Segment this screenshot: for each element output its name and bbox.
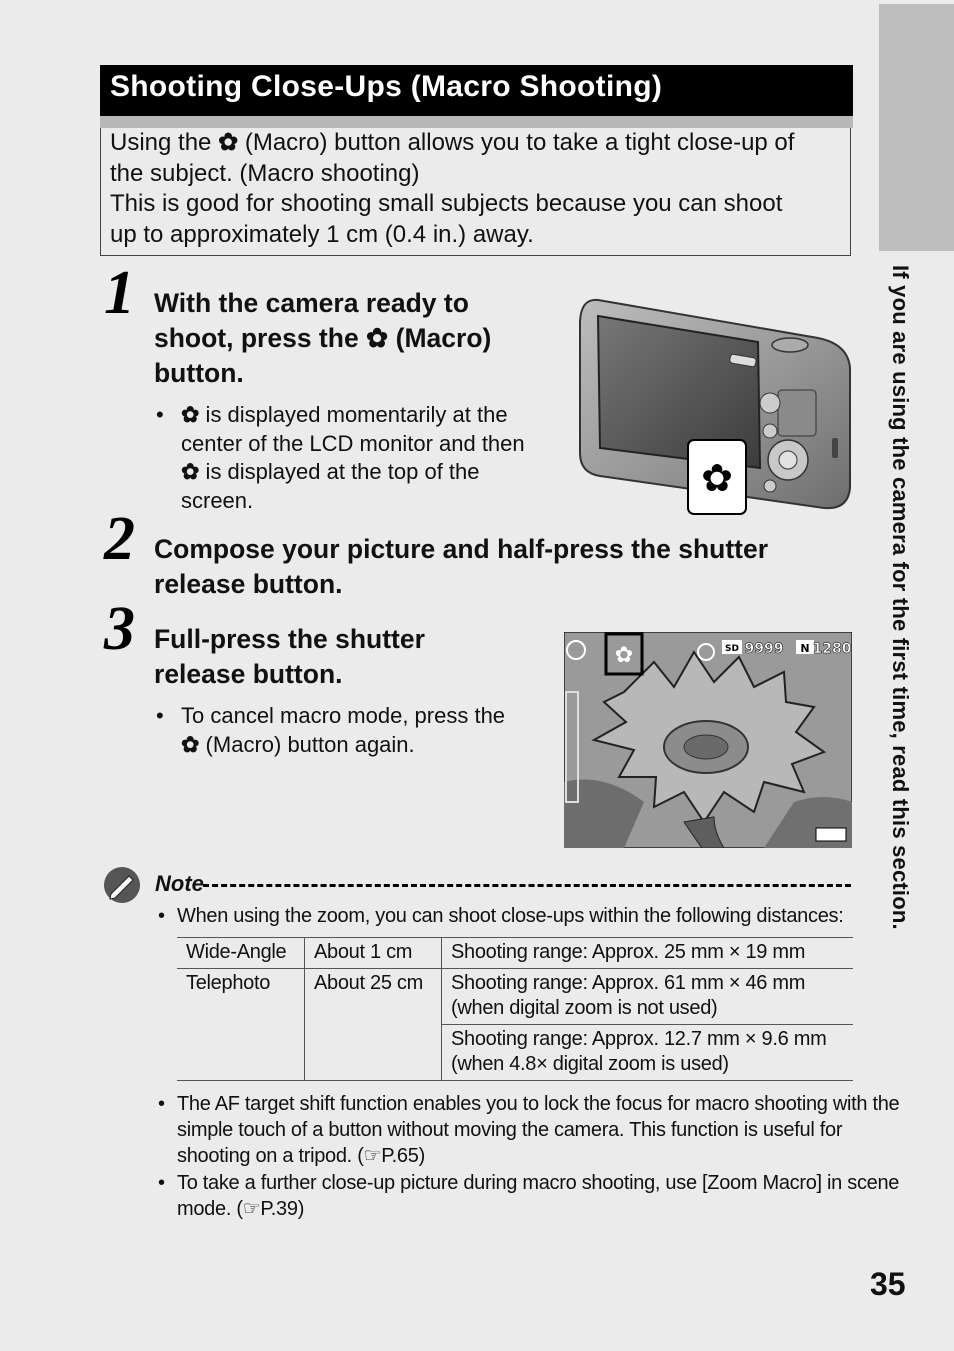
note-divider	[203, 884, 851, 887]
bullet: •	[158, 905, 165, 927]
intro-line-3: This is good for shooting small subjects because you can shoot	[110, 190, 783, 217]
macro-icon: ✿	[181, 402, 200, 427]
step-3-bullet: To cancel macro mode, press the ✿ (Macro) button again.	[181, 703, 506, 757]
reference-icon: ☞	[363, 1145, 382, 1167]
macro-icon: ✿	[701, 456, 733, 500]
step-3-number: 3	[104, 595, 135, 663]
svg-text:SD: SD	[725, 644, 739, 654]
macro-range-table	[177, 937, 853, 1081]
lcd-screen-illustration	[564, 632, 852, 848]
step-1-number: 1	[104, 259, 135, 327]
note-icon	[103, 866, 141, 904]
section-side-tab	[879, 4, 954, 251]
macro-icon: ✿	[614, 643, 634, 668]
page-number: 35	[870, 1266, 906, 1302]
reference-icon: ☞	[242, 1198, 261, 1220]
step-2-number: 2	[104, 505, 135, 573]
step-1-title: With the camera ready to shoot, press the ✿ (Macro) button.	[154, 288, 492, 388]
camera-illustration	[578, 298, 852, 516]
bullet: •	[156, 402, 164, 427]
note-label: Note	[155, 871, 204, 896]
macro-icon: ✿	[366, 323, 389, 353]
step-2-title: Compose your picture and half-press the shutter release button.	[154, 534, 769, 599]
macro-icon: ✿	[181, 731, 200, 757]
page-title: Shooting Close-Ups (Macro Shooting)	[110, 70, 663, 103]
page-reference-link[interactable]: P.39)	[260, 1198, 305, 1220]
intro-line-2: the subject. (Macro shooting)	[110, 159, 420, 187]
table-row: Telephoto About 25 cm Shooting range: Approx. 61 mm × 46 mm (when digital zoom is not used)	[177, 969, 853, 1025]
image-size: 1280	[812, 641, 852, 657]
remaining-shots: 9999	[744, 641, 784, 657]
bullet: •	[156, 703, 164, 728]
intro-line-1: Using the ✿ (Macro) button allows you to take a tight close-up of	[110, 129, 795, 156]
note-bullet-2: The AF target shift function enables you to lock the focus for macro shooting with the simple touch of a button without moving the camera. This function is useful for shooting on a tripod. (☞P.65)	[177, 1093, 900, 1167]
bullet: •	[158, 1093, 165, 1115]
intro-line-4: up to approximately 1 cm (0.4 in.) away.	[110, 220, 534, 248]
side-tab-label: If you are using the camera for the first time, read this section.	[888, 265, 913, 930]
page-reference-link[interactable]: P.65)	[381, 1145, 425, 1167]
note-bullet-1: When using the zoom, you can shoot close-ups within the following distances:	[177, 905, 844, 927]
bullet: •	[158, 1172, 165, 1194]
table-row: Wide-Angle About 1 cm Shooting range: Approx. 25 mm × 19 mm	[177, 938, 853, 969]
intro-box	[100, 128, 851, 256]
battery-icon	[816, 828, 846, 841]
section-title-bar	[100, 65, 853, 128]
macro-icon: ✿	[218, 129, 239, 156]
note-bullet-3: To take a further close-up picture during macro shooting, use [Zoom Macro] in scene mode. (☞P.39)	[177, 1172, 900, 1220]
macro-icon: ✿	[181, 459, 200, 484]
step-1-bullet: ✿ is displayed momentarily at the center of the LCD monitor and then ✿ is displayed at the top of the screen.	[181, 402, 525, 513]
svg-text:N: N	[800, 642, 810, 655]
table-row: Shooting range: Approx. 12.7 mm × 9.6 mm (when 4.8× digital zoom is used)	[177, 1025, 853, 1081]
step-3-title: Full-press the shutter release button.	[154, 624, 425, 689]
